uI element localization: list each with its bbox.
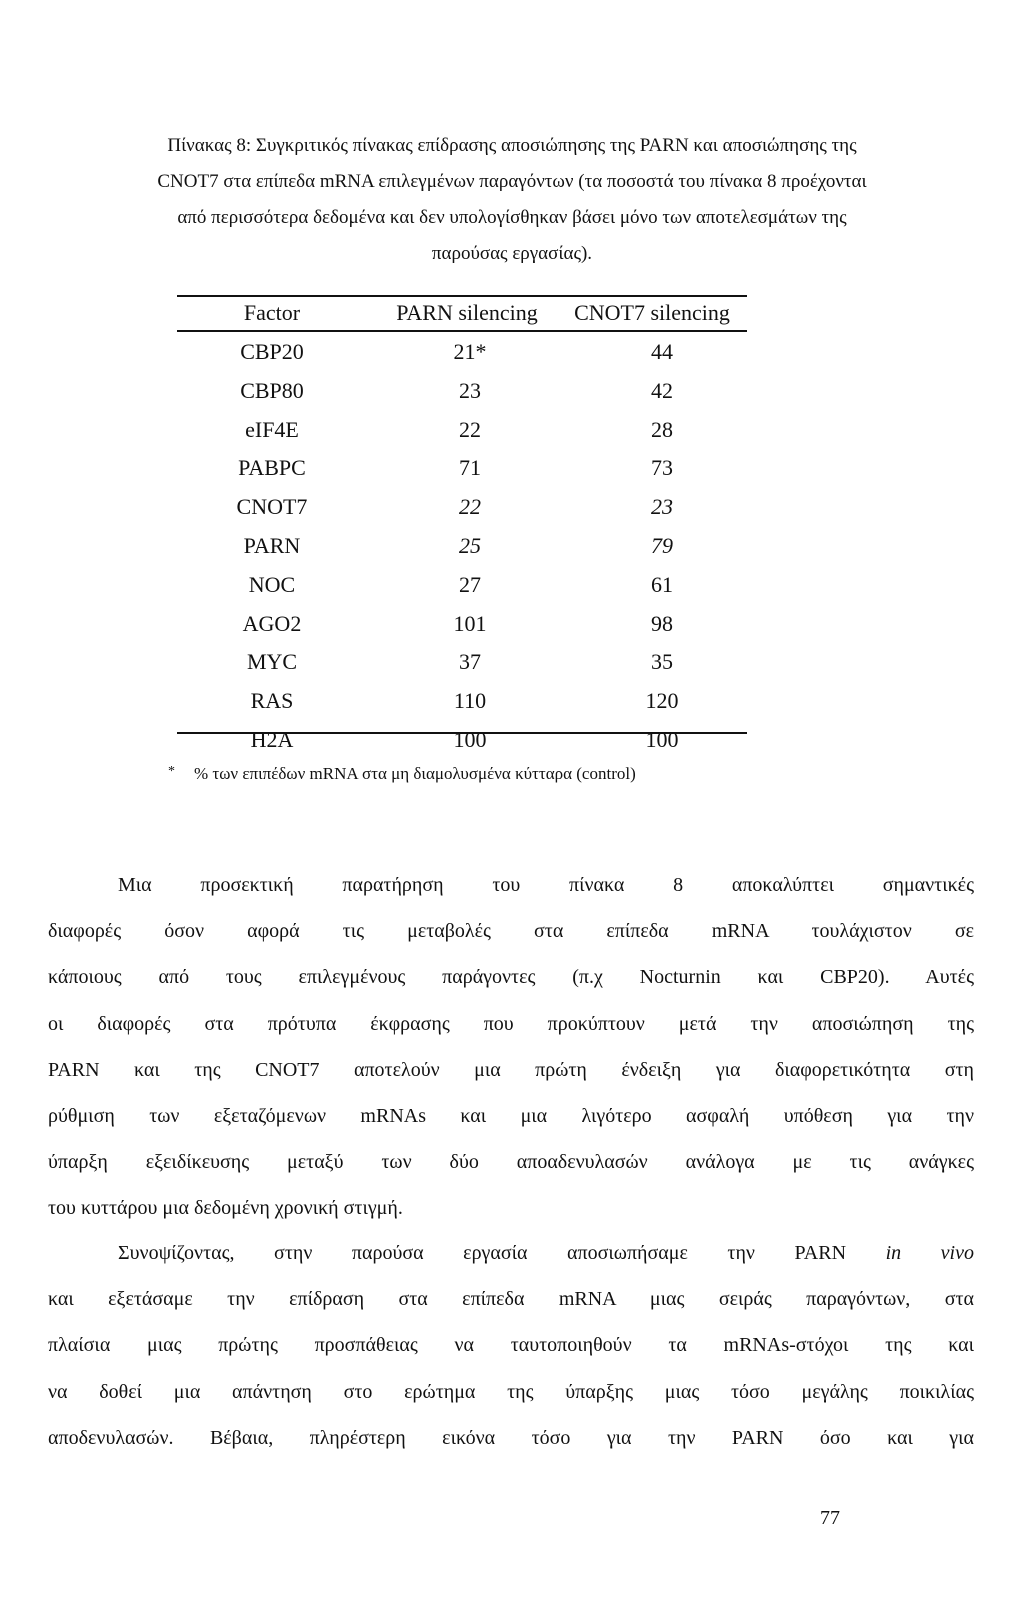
cell-factor: PARN <box>243 532 301 558</box>
header-cnot7-silencing: CNOT7 silencing <box>574 300 730 325</box>
header-parn-silencing: PARN silencing <box>396 300 538 325</box>
cell-cnot7: 44 <box>651 339 673 364</box>
cell-factor: PABPC <box>238 455 306 481</box>
cell-factor: AGO2 <box>242 610 302 636</box>
cell-factor: MYC <box>246 649 298 675</box>
table-row <box>177 372 747 411</box>
cell-cnot7: 100 <box>645 726 679 752</box>
cell-parn: 21* <box>453 339 487 364</box>
caption-line: CNOT7 στα επίπεδα mRNA επιλεγμένων παραγόντων (τα ποσοστά του πίνακα 8 προέχονται <box>157 171 867 192</box>
table-row <box>177 682 747 721</box>
cell-factor: CBP20 <box>240 339 304 364</box>
table-row <box>177 721 747 760</box>
cell-parn: 37 <box>459 649 481 675</box>
table-caption <box>70 128 954 272</box>
paragraph-line: Μια προσεκτική παρατήρηση του πίνακα 8 αποκαλύπτει σημαντικές <box>118 874 974 896</box>
table-header-row <box>177 297 747 329</box>
cell-cnot7: 73 <box>651 455 673 481</box>
caption-line: από περισσότερα δεδομένα και δεν υπολογίσθηκαν βάσει μόνο των αποτελεσμάτων της <box>177 207 847 228</box>
paragraph-2 <box>48 1230 974 1461</box>
cell-cnot7: 79 <box>651 532 673 558</box>
cell-factor: eIF4E <box>245 416 299 442</box>
cell-parn: 23 <box>459 377 481 403</box>
cell-cnot7: 35 <box>651 649 673 675</box>
cell-factor: CBP80 <box>240 377 304 403</box>
table-bottom-rule <box>177 732 747 734</box>
cell-parn: 22 <box>459 494 481 520</box>
table-row <box>177 333 747 372</box>
cell-parn: 110 <box>453 688 487 714</box>
table-row <box>177 488 747 527</box>
cell-factor: CNOT7 <box>236 494 308 520</box>
cell-factor: NOC <box>248 571 296 597</box>
table-row <box>177 527 747 566</box>
table-footnote <box>168 760 636 786</box>
paragraph-line: PARN και της CNOT7 αποτελούν μια πρώτη ένδειξη για διαφορετικότητα στη <box>48 1058 974 1081</box>
paragraph-line: οι διαφορές στα πρότυπα έκφρασης που προκύπτουν μετά την αποσιώπηση της <box>48 1012 974 1035</box>
table-row <box>177 643 747 682</box>
table-row <box>177 449 747 488</box>
table-row <box>177 566 747 605</box>
cell-parn: 27 <box>459 571 481 597</box>
italic-term: in vivo <box>885 1242 974 1264</box>
cell-cnot7: 28 <box>651 416 673 442</box>
table-body <box>177 333 747 760</box>
paragraph-line: διαφορές όσον αφορά τις μεταβολές στα επίπεδα mRNA τουλάχιστον σε <box>48 920 974 943</box>
cell-cnot7: 61 <box>651 571 673 597</box>
cell-parn: 100 <box>453 726 487 752</box>
header-factor: Factor <box>243 300 301 325</box>
paragraph-line: κάποιους από τους επιλεγμένους παράγοντες (π.χ Nocturnin και CBP20). Αυτές <box>48 966 974 989</box>
cell-cnot7: 42 <box>651 377 673 403</box>
cell-factor: RAS <box>250 688 294 714</box>
table-row <box>177 411 747 450</box>
cell-parn: 101 <box>453 610 487 636</box>
paragraph-line: πλαίσια μιας πρώτης προσπάθειας να ταυτοποιηθούν τα mRNAs-στόχοι της και <box>48 1334 974 1357</box>
cell-cnot7: 120 <box>645 688 679 714</box>
caption-line: παρούσας εργασίας). <box>431 243 593 264</box>
cell-parn: 25 <box>459 532 481 558</box>
caption-line: Πίνακας 8: Συγκριτικός πίνακας επίδρασης αποσιώπησης της PARN και αποσιώπησης της <box>167 135 857 156</box>
paragraph-line: και εξετάσαμε την επίδραση στα επίπεδα mRNA μιας σειράς παραγόντων, στα <box>48 1288 974 1311</box>
paragraph-line: να δοθεί μια απάντηση στο ερώτημα της ύπαρξης μιας τόσο μεγάλης ποικιλίας <box>48 1380 974 1403</box>
footnote-marker: * <box>168 764 175 779</box>
cell-factor: H2A <box>250 726 294 752</box>
paragraph-line: του κυττάρου μια δεδομένη χρονική στιγμή. <box>48 1197 403 1220</box>
paragraph-1 <box>48 862 974 1232</box>
paragraph-line: αποδενυλασών. Βέβαια, πληρέστερη εικόνα τόσο για την PARN όσο και για <box>48 1426 974 1449</box>
paragraph-line: ύπαρξη εξειδίκευσης μεταξύ των δύο αποαδενυλασών ανάλογα με τις ανάγκες <box>48 1151 974 1174</box>
cell-cnot7: 98 <box>651 610 673 636</box>
page-number: 77 <box>820 1507 840 1529</box>
cell-parn: 22 <box>459 416 481 442</box>
paragraph-text: Συνοψίζοντας, στην παρούσα εργασία αποσιωπήσαμε την PARN <box>118 1242 847 1264</box>
cell-parn: 71 <box>459 455 481 481</box>
footnote-text: % των επιπέδων mRNA στα μη διαμολυσμένα κύτταρα (control) <box>194 764 636 783</box>
table-header-rule <box>177 330 747 332</box>
paragraph-line: ρύθμιση των εξεταζόμενων mRNAs και μια λιγότερο ασφαλή υπόθεση για την <box>48 1105 974 1128</box>
paragraph-line <box>48 1230 974 1276</box>
cell-cnot7: 23 <box>651 494 673 520</box>
table-row <box>177 605 747 644</box>
